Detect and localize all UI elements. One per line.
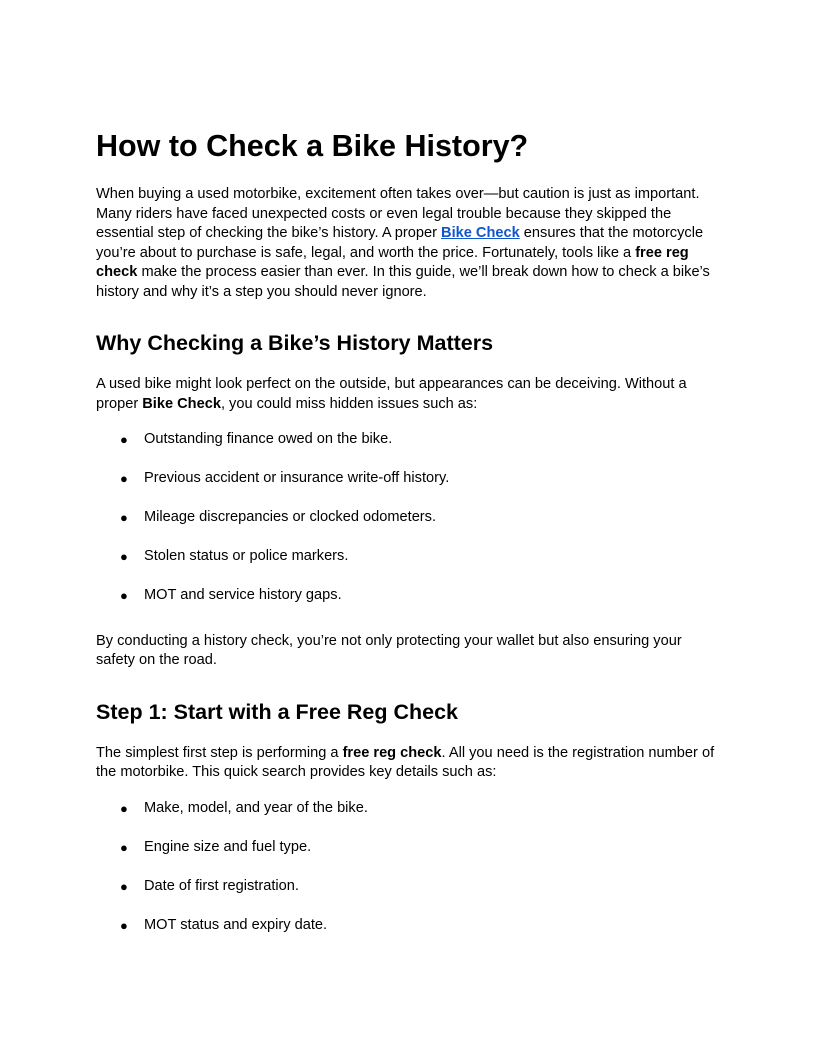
list-item (96, 877, 724, 897)
list-item-text: Engine size and fuel type. (144, 838, 312, 855)
bullet-icon: ● (120, 471, 128, 486)
list-item (96, 916, 724, 936)
list-item-text: Date of first registration. (144, 877, 299, 894)
page-title: How to Check a Bike History? (96, 129, 529, 163)
list-item-text: Outstanding finance owed on the bike. (144, 431, 393, 447)
list-item (96, 799, 724, 819)
bullet-icon: ● (120, 510, 128, 525)
step1-paragraph (96, 744, 724, 783)
list-item-text: Mileage discrepancies or clocked odometers. (144, 509, 437, 525)
bullet-icon: ● (120, 549, 128, 564)
list-item-text: Previous accident or insurance write-off history. (144, 470, 450, 486)
step1-text-1: The simplest first step is performing a (96, 744, 343, 761)
step1-details-list (96, 799, 724, 936)
list-item (96, 586, 724, 606)
bullet-icon: ● (120, 588, 128, 603)
list-item-text: MOT status and expiry date. (144, 916, 328, 933)
bike-check-link[interactable]: Bike Check (441, 225, 520, 241)
step1-text-2: . All you need is the registration number of the motorbike. This quick search provides key details such as: (96, 744, 715, 780)
intro-text-1: When buying a used motorbike, excitement often takes over—but caution is just as important. Many riders have faced unexpected costs or even legal trouble because they skipped the essential step of checking the bike’s history. A proper (96, 186, 700, 241)
section-heading-why: Why Checking a Bike’s History Matters (96, 331, 494, 355)
why-text-1: A used bike might look perfect on the outside, but appearances can be deceiving. Without a proper (96, 376, 687, 412)
section-heading-step1: Step 1: Start with a Free Reg Check (96, 699, 459, 724)
list-item (96, 508, 724, 528)
list-item-text: Stolen status or police markers. (144, 548, 349, 564)
list-item (96, 547, 724, 567)
bullet-icon: ● (120, 839, 128, 855)
list-item (96, 469, 724, 489)
intro-text-3: make the process easier than ever. In this guide, we’ll break down how to check a bike’s history and why it’s a step you should never ignore. (96, 264, 710, 300)
why-text-2: , you could miss hidden issues such as: (220, 395, 478, 412)
why-bold-bike-check: Bike Check (142, 395, 221, 412)
why-paragraph (96, 375, 724, 414)
list-item-text: Make, model, and year of the bike. (144, 799, 368, 816)
step1-bold-free-reg-check: free reg check (342, 744, 442, 761)
bullet-icon: ● (120, 800, 128, 816)
why-issues-list (96, 430, 724, 606)
bullet-icon: ● (120, 917, 128, 933)
list-item-text: MOT and service history gaps. (144, 587, 342, 603)
intro-text-2: ensures that the motorcycle you’re about to purchase is safe, legal, and worth the price. Fortunately, tools like a (96, 225, 704, 261)
document-page (96, 126, 724, 955)
list-item (96, 838, 724, 858)
bullet-icon: ● (120, 432, 128, 447)
bullet-icon: ● (120, 878, 128, 894)
list-item (96, 430, 724, 450)
intro-paragraph (96, 185, 724, 302)
why-closing-paragraph: By conducting a history check, you’re not only protecting your wallet but also ensuring your safety on the road. (96, 632, 682, 668)
intro-bold-free-reg-check: free reg check (96, 244, 689, 280)
